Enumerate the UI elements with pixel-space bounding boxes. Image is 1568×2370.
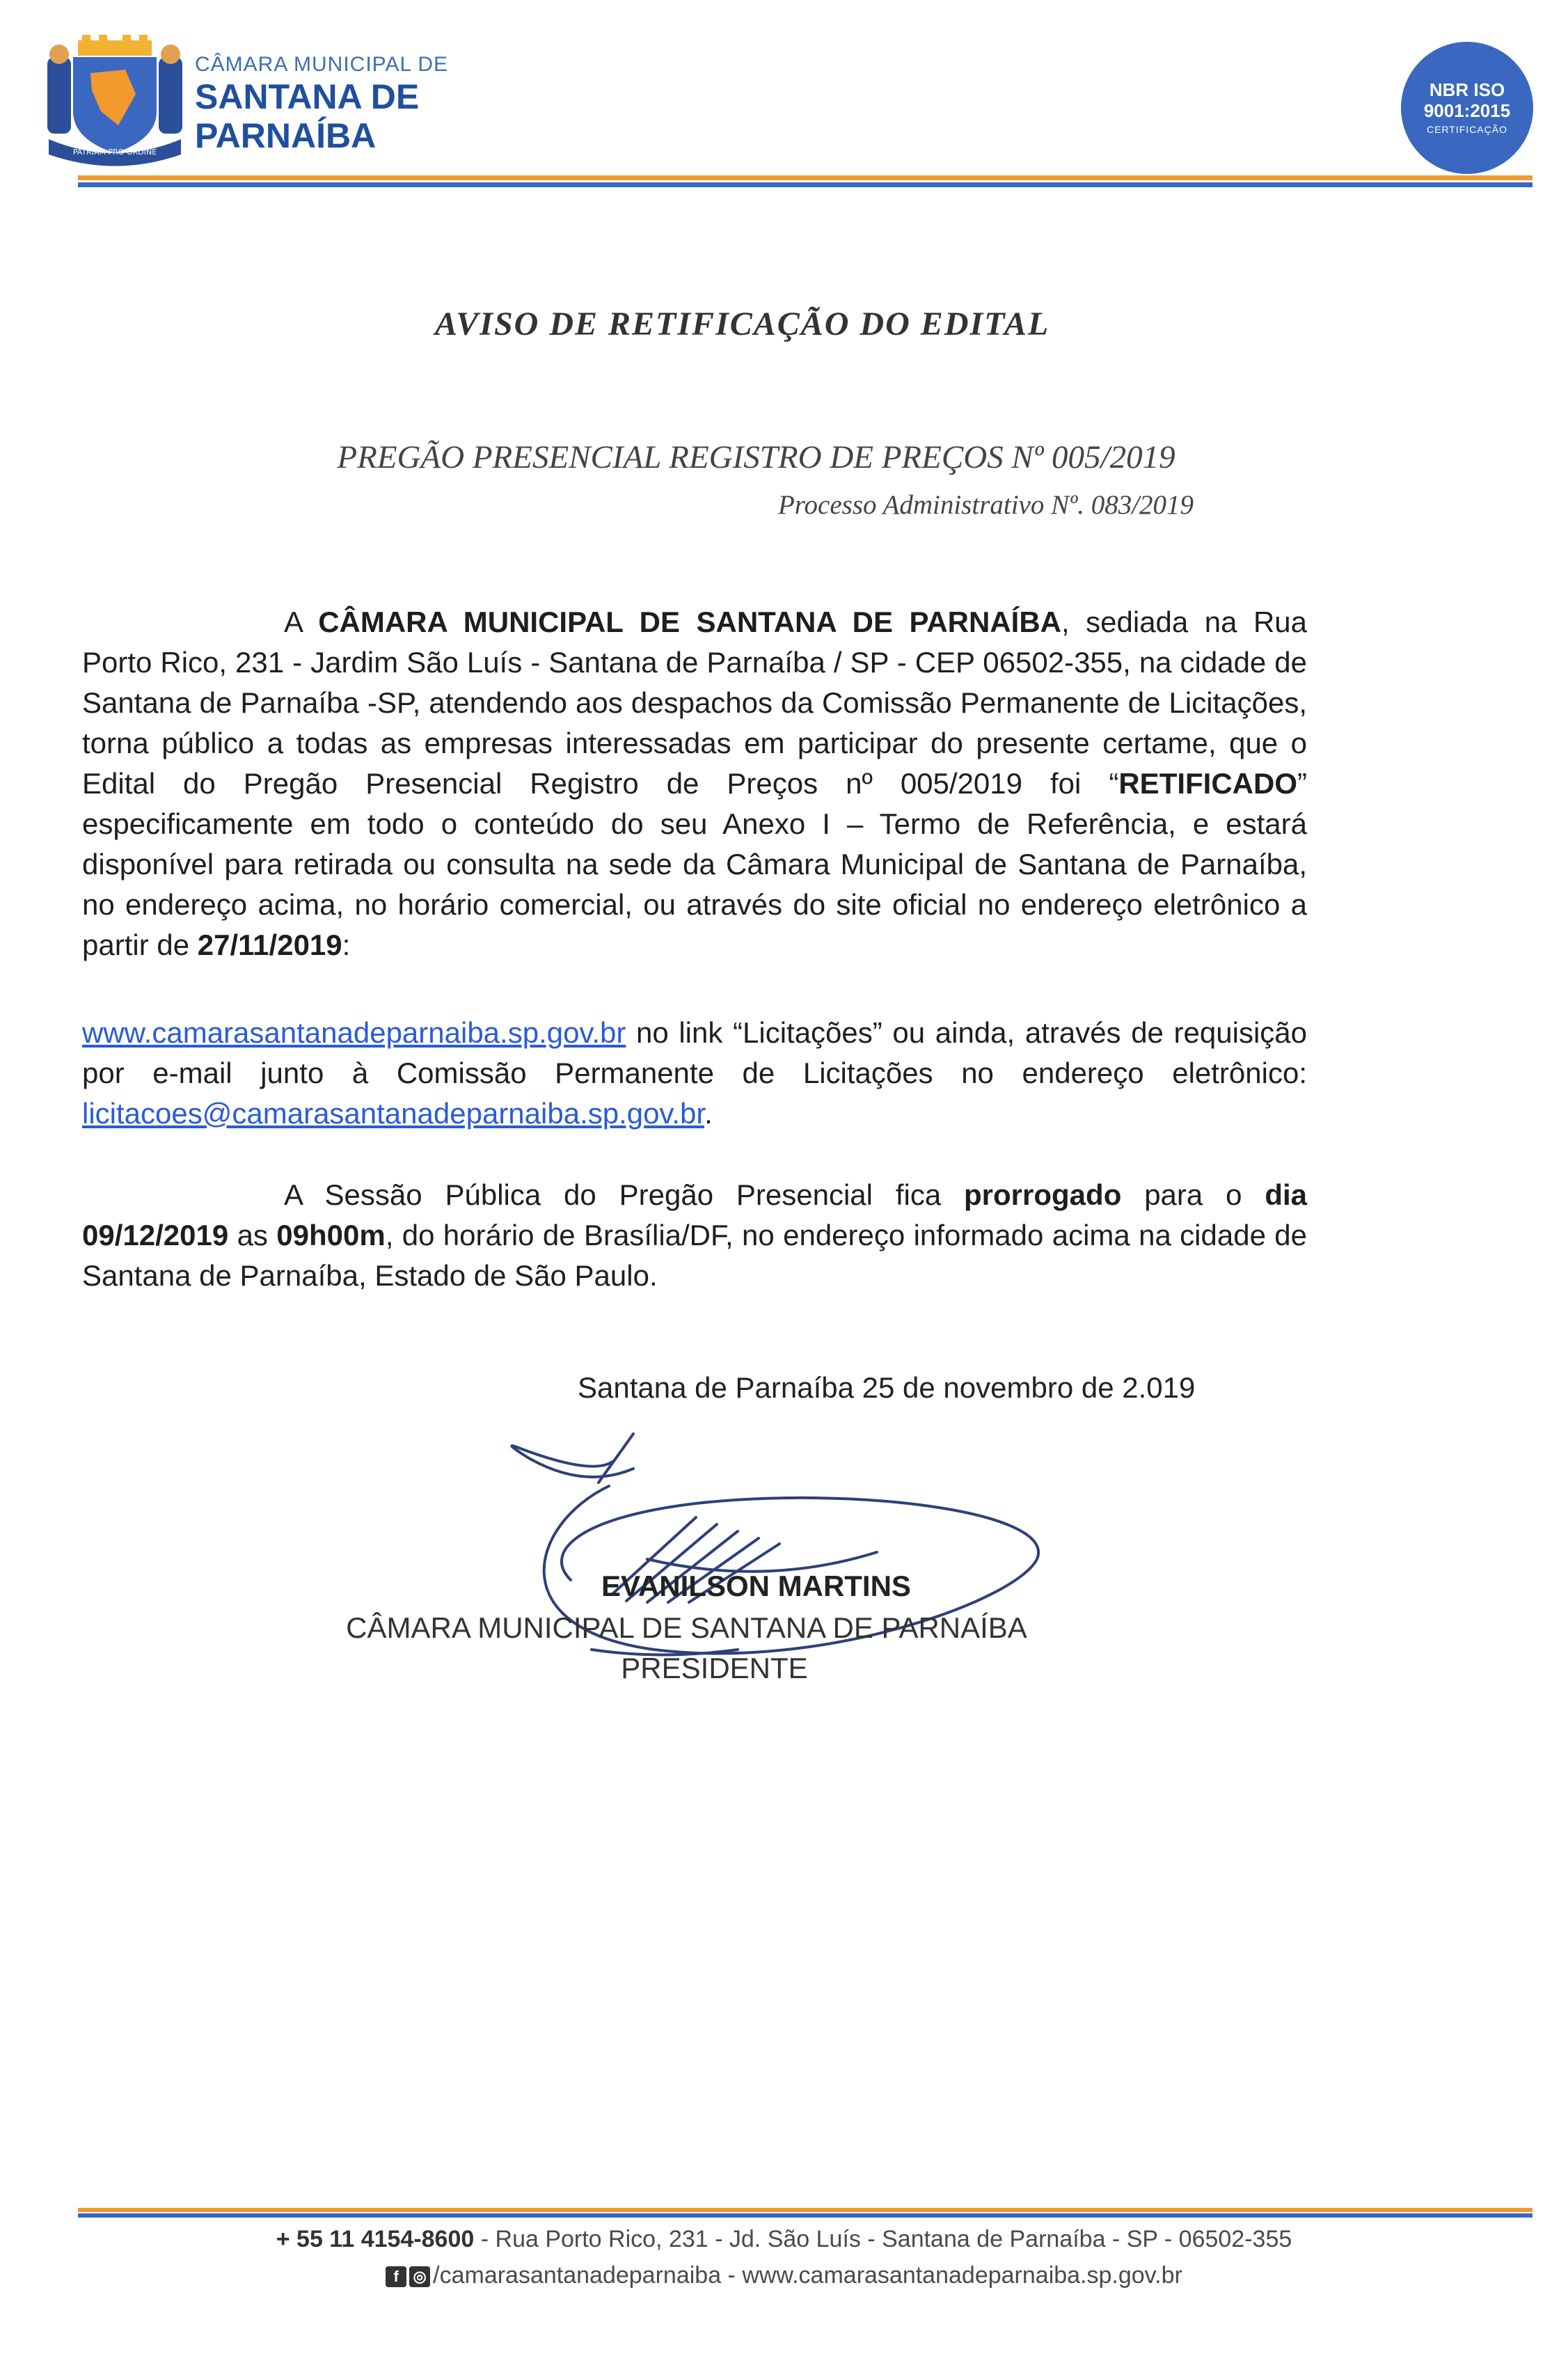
- footer-social: [0, 2262, 1568, 2289]
- iso-certification-badge: [1401, 42, 1533, 174]
- document-title: AVISO DE RETIFICAÇÃO DO EDITAL: [434, 306, 1050, 342]
- footer-social-handle: /camarasantanadeparnaiba - www.camarasantanadeparnaiba.sp.gov.br: [433, 2262, 1182, 2289]
- postponed-word: prorrogado: [964, 1178, 1122, 1211]
- city-coat-of-arms-icon: [42, 35, 188, 167]
- document-subtitle: PREGÃO PRESENCIAL REGISTRO DE PREÇOS Nº 005/2019: [337, 439, 1175, 475]
- session-time: 09h00m: [276, 1219, 386, 1251]
- retified-word: RETIFICADO: [1118, 767, 1297, 800]
- signer-role: PRESIDENTE: [621, 1652, 808, 1684]
- svg-text:PATRIAM PRO ORDINE: PATRIAM PRO ORDINE: [72, 148, 157, 157]
- website-link[interactable]: www.camarasantanadeparnaiba.sp.gov.br: [82, 1016, 626, 1049]
- paragraph-session: A Sessão Pública do Pregão Presencial fica prorrogado para o dia 09/12/2019 as 09h00m, do horário de Brasília/DF, no endereço informado acima na cidade de Santana de Parnaíba, Estado de São Paulo.: [82, 1178, 1307, 1292]
- paragraph-links: www.camarasantanadeparnaiba.sp.gov.br no link “Licitações” ou ainda, através de requisição por e-mail junto à Comissão Permanente de Licitações no endereço eletrônico: licitacoes@camarasantanadeparnaiba.sp.gov.br.: [82, 1016, 1307, 1130]
- session-date: dia 09/12/2019: [82, 1178, 1307, 1251]
- footer-contact: [0, 2226, 1568, 2253]
- logo-line-1: CÂMARA MUNICIPAL DE: [195, 53, 449, 76]
- chamber-logo-text: [195, 54, 448, 153]
- footer-blue-stripe: [78, 2213, 1533, 2218]
- process-number: Processo Administrativo Nº. 083/2019: [777, 490, 1194, 520]
- header-orange-stripe: [78, 175, 1533, 180]
- facebook-icon[interactable]: f: [386, 2266, 406, 2287]
- logo-line-3: PARNAÍBA: [195, 116, 377, 155]
- place-and-date: Santana de Parnaíba 25 de novembro de 2.019: [578, 1371, 1196, 1404]
- signer-name: EVANILSON MARTINS: [601, 1570, 911, 1602]
- signer-organization: CÂMARA MUNICIPAL DE SANTANA DE PARNAÍBA: [346, 1611, 1027, 1644]
- iso-badge-line-2: 9001:2015: [1423, 100, 1511, 121]
- logo-line-2: SANTANA DE: [195, 77, 420, 116]
- letterhead: [0, 0, 1568, 195]
- availability-date: 27/11/2019: [197, 929, 342, 961]
- footer-orange-stripe: [78, 2208, 1533, 2212]
- footer-phone: + 55 11 4154-8600: [276, 2226, 475, 2252]
- header-blue-stripe: [78, 182, 1533, 187]
- footer-address: - Rua Porto Rico, 231 - Jd. São Luís - Santana de Parnaíba - SP - 06502-355: [474, 2226, 1292, 2252]
- instagram-icon[interactable]: ◎: [409, 2266, 430, 2287]
- paragraph-notice: A CÂMARA MUNICIPAL DE SANTANA DE PARNAÍBA, sediada na Rua Porto Rico, 231 - Jardim São Luís - Santana de Parnaíba / SP - CEP 06502-355, na cidade de Santana de Parnaíba -SP, atendendo aos despachos da Comissão Permanente de Licitações, torna público a todas as empresas interessadas em participar do presente certame, que o Edital do Pregão Presencial Registro de Preços nº 005/2019 foi “RETIFICADO” especificamente em todo o conteúdo do seu Anexo I – Termo de Referência, e estará disponível para retirada ou consulta na sede da Câmara Municipal de Santana de Parnaíba, no endereço acima, no horário comercial, ou através do site oficial no endereço eletrônico a partir de 27/11/2019:: [82, 606, 1307, 961]
- iso-badge-line-3: CERTIFICAÇÃO: [1427, 124, 1507, 135]
- iso-badge-line-1: NBR ISO: [1429, 79, 1505, 100]
- email-link[interactable]: licitacoes@camarasantanadeparnaiba.sp.gov.br: [82, 1097, 705, 1130]
- chamber-name: CÂMARA MUNICIPAL DE SANTANA DE PARNAÍBA: [318, 606, 1061, 638]
